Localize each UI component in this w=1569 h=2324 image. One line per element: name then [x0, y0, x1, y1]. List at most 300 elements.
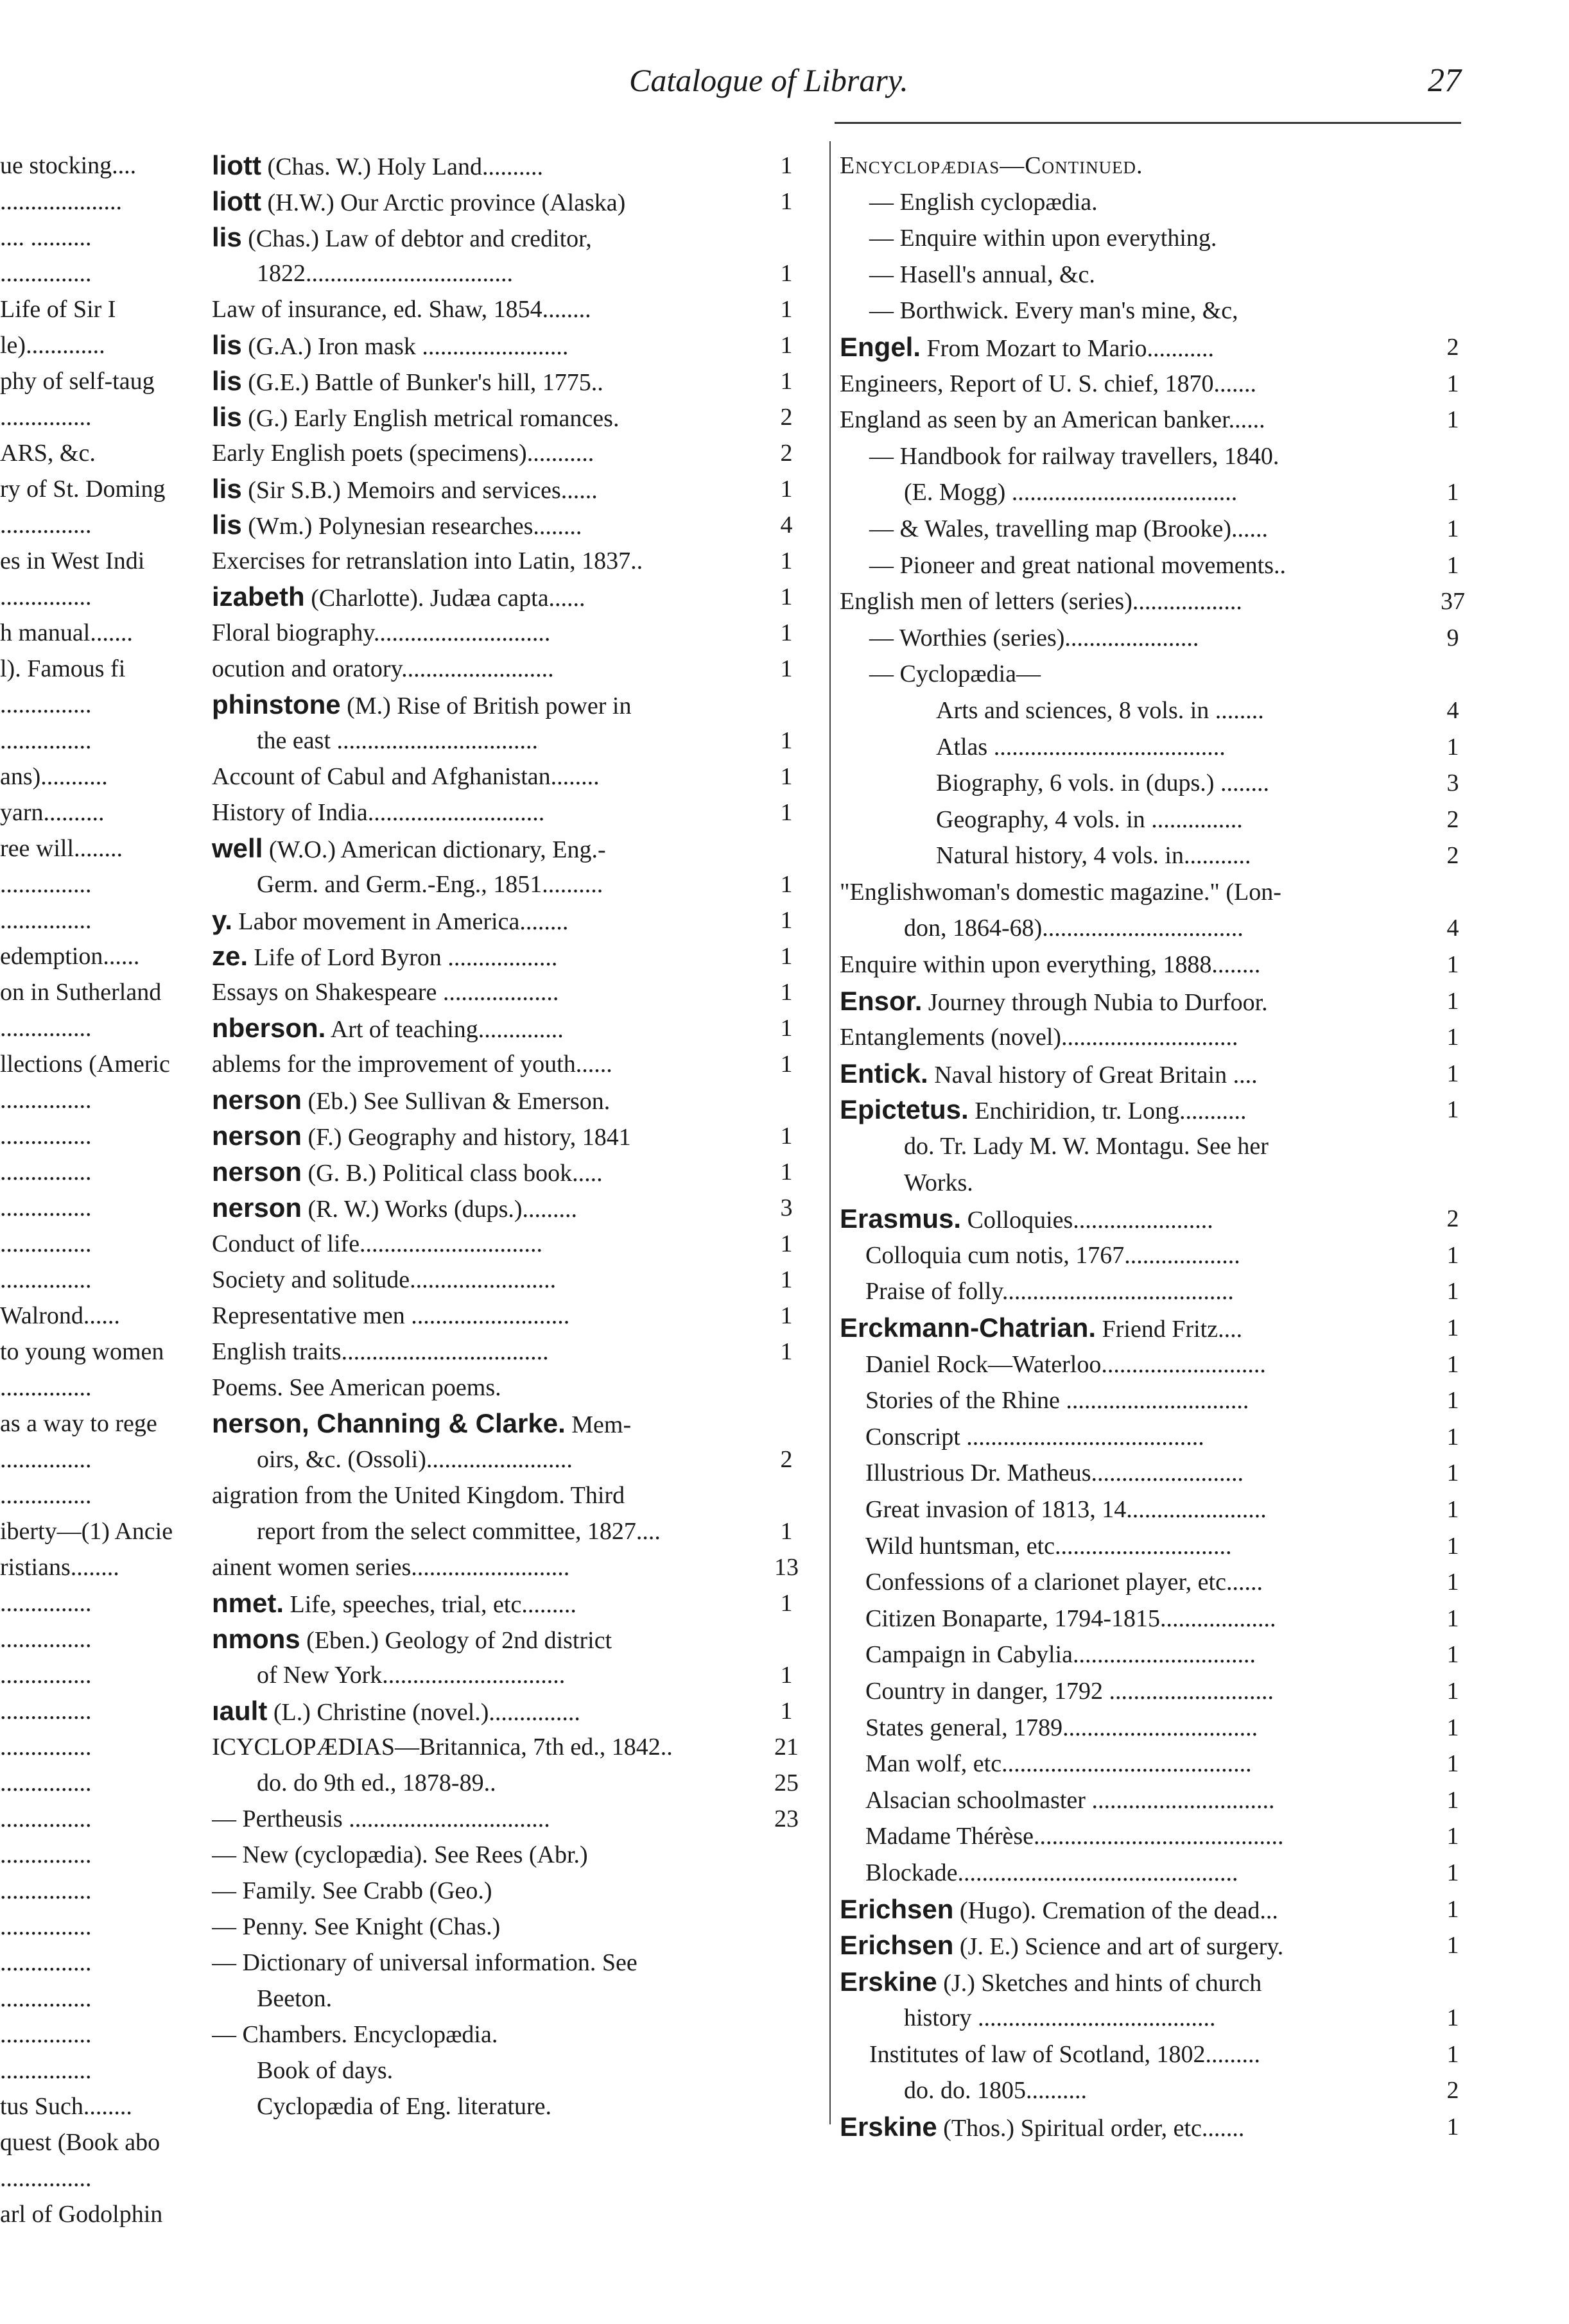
entry-text: — Handbook for railway travellers, 1840. [869, 442, 1279, 470]
cropped-entry-fragment: es in West Indi [0, 547, 145, 574]
entry-volume-count: 37 [1441, 588, 1465, 615]
entry-text: 1822.................................. [257, 260, 513, 287]
catalogue-entry [840, 765, 1469, 802]
entry-volume-count: 2 [1446, 1205, 1459, 1233]
cropped-entry-fragment: ............... [0, 1266, 92, 1293]
catalogue-entry [840, 910, 1469, 947]
entry-text: — Cyclopædia— [869, 660, 1041, 688]
entry-volume-count: 1 [1446, 2004, 1459, 2032]
entry-volume-count: 1 [780, 943, 793, 970]
cropped-entry-fragment: le)............. [0, 332, 105, 359]
entry-heading: ıault [212, 1696, 268, 1726]
entry-volume-count: 1 [1446, 1350, 1459, 1378]
entry-text: Colloquia cum notis, 1767................... [865, 1241, 1240, 1269]
entry-volume-count: 1 [780, 619, 793, 646]
entry-volume-count: 1 [1446, 733, 1459, 761]
entry-text: (R. W.) Works (dups.)......... [308, 1196, 578, 1223]
entry-volume-count: 1 [1446, 951, 1459, 979]
catalogue-entry [840, 1637, 1469, 1673]
entry-heading: Erasmus. [840, 1203, 962, 1234]
entry-heading: Erichsen [840, 1893, 954, 1924]
cropped-entry-fragment: to young women [0, 1338, 164, 1365]
entry-heading: Engel. [840, 331, 921, 362]
entry-text: Campaign in Cabylia.............................. [865, 1641, 1256, 1669]
entry-text: History of India............................. [212, 799, 545, 826]
cropped-entry-fragment: ............... [0, 1985, 92, 2012]
entry-heading: lis [212, 402, 242, 432]
entry-volume-count: 1 [1446, 1569, 1459, 1596]
catalogue-entry [840, 547, 1469, 584]
entry-text: Conscript ....................................... [865, 1423, 1204, 1450]
entry-text: — Hasell's annual, &c. [869, 261, 1095, 288]
entry-text: history ....................................... [904, 2004, 1216, 2032]
middle-column [212, 148, 802, 2124]
entry-heading: Erskine [840, 2112, 937, 2142]
entry-text: Beeton. [257, 1985, 333, 2012]
entry-text: Life of Lord Byron .................. [254, 944, 558, 971]
entry-text: oirs, &c. (Ossoli)........................ [257, 1446, 573, 1473]
catalogue-entry [212, 1693, 802, 1729]
catalogue-entry [212, 1262, 802, 1298]
entry-text: (Thos.) Spiritual order, etc....... [943, 2115, 1245, 2142]
catalogue-entry [212, 1621, 802, 1657]
cropped-entry-fragment: edemption...... [0, 943, 140, 970]
catalogue-entry [840, 1201, 1469, 1237]
cropped-entry-fragment: ............... [0, 1194, 92, 1221]
entry-volume-count: 1 [1446, 1423, 1459, 1450]
entry-text: ICYCLOPÆDIAS—Britannica, 7th ed., 1842.. [212, 1734, 673, 1760]
catalogue-entry [212, 1046, 802, 1082]
catalogue-entry [840, 366, 1469, 402]
cropped-entry-fragment: ............... [0, 1590, 92, 1617]
catalogue-entry [212, 579, 802, 615]
entry-heading: nmons [212, 1624, 300, 1654]
cropped-entry-fragment: ............... [0, 2021, 92, 2048]
catalogue-entry [212, 1298, 802, 1334]
entry-text: Confessions of a clarionet player, etc...... [865, 1569, 1263, 1596]
entry-volume-count: 4 [780, 512, 793, 538]
entry-volume-count: 1 [1446, 1060, 1459, 1087]
catalogue-entry [840, 1165, 1469, 1201]
entry-text: Atlas ...................................... [936, 733, 1226, 761]
catalogue-entry [840, 2000, 1469, 2036]
entry-volume-count: 1 [1446, 1677, 1459, 1705]
entry-text: Law of insurance, ed. Shaw, 1854........ [212, 296, 591, 323]
entry-text: Labor movement in America........ [238, 908, 569, 935]
catalogue-entry [212, 543, 802, 579]
entry-text: do. do. 1805.......... [904, 2077, 1087, 2105]
entry-volume-count: 1 [1446, 1605, 1459, 1632]
catalogue-entry [212, 1549, 802, 1585]
entry-text: Engineers, Report of U. S. chief, 1870....... [840, 370, 1257, 397]
catalogue-entry [212, 1334, 802, 1370]
catalogue-entry [212, 2053, 802, 2088]
cropped-entry-fragment: ............... [0, 1482, 92, 1509]
catalogue-entry [840, 184, 1469, 221]
entry-volume-count: 1 [780, 1158, 793, 1185]
entry-volume-count: 1 [780, 1123, 793, 1149]
entry-text: (Wm.) Polynesian researches........ [248, 513, 582, 540]
catalogue-entry [840, 1964, 1469, 2001]
catalogue-entry [840, 1273, 1469, 1310]
catalogue-entry [212, 1477, 802, 1513]
entry-text: (F.) Geography and history, 1841 [308, 1124, 631, 1151]
entry-text: Praise of folly...................................... [865, 1278, 1234, 1305]
cropped-entry-fragment: ............... [0, 1230, 92, 1257]
entry-text: Early English poets (specimens)........... [212, 440, 594, 467]
entry-volume-count: 1 [1446, 515, 1459, 542]
entry-text: From Mozart to Mario........... [926, 334, 1215, 362]
catalogue-entry [840, 329, 1469, 366]
entry-volume-count: 1 [780, 368, 793, 395]
entry-text: (Charlotte). Judæa capta...... [311, 585, 585, 612]
catalogue-entry [212, 1981, 802, 2017]
entry-text: Biography, 6 vols. in (dups.) ........ [936, 770, 1269, 797]
entry-volume-count: 2 [780, 1446, 793, 1473]
entry-volume-count: 1 [780, 583, 793, 610]
entry-text: Arts and sciences, 8 vols. in ........ [936, 696, 1264, 724]
entry-text: — Borthwick. Every man's mine, &c, [869, 297, 1238, 325]
entry-volume-count: 1 [780, 476, 793, 503]
entry-volume-count: 1 [1446, 1495, 1459, 1523]
cropped-entry-fragment: arl of Godolphin [0, 2201, 163, 2228]
entry-text: Conduct of life.............................. [212, 1230, 543, 1257]
entry-text: Works. [904, 1169, 973, 1196]
catalogue-entry [840, 1310, 1469, 1347]
entry-heading: nerson, Channing & Clarke. [212, 1408, 566, 1438]
entry-heading: Erckmann-Chatrian. [840, 1313, 1097, 1343]
catalogue-entry [212, 327, 802, 363]
catalogue-entry [212, 974, 802, 1010]
entry-text: — Chambers. Encyclopædia. [212, 2021, 498, 2048]
header-rule [835, 122, 1461, 124]
entry-volume-count: 1 [1446, 987, 1459, 1015]
catalogue-entry [212, 184, 802, 219]
entry-text: Representative men .......................... [212, 1302, 570, 1329]
entry-text: Citizen Bonaparte, 1794-1815................... [865, 1605, 1276, 1632]
entry-heading: Erichsen [840, 1930, 954, 1961]
entry-heading: lis [212, 474, 242, 504]
entry-volume-count: 1 [1446, 1096, 1459, 1124]
catalogue-entry [212, 399, 802, 435]
catalogue-entry [212, 759, 802, 795]
entry-heading: Entick. [840, 1058, 928, 1089]
cropped-entry-fragment: ............... [0, 1698, 92, 1725]
entry-text: Cyclopædia of Eng. literature. [257, 2093, 552, 2120]
entry-heading: lis [212, 330, 242, 360]
catalogue-entry [212, 435, 802, 471]
entry-text: aigration from the United Kingdom. Third [212, 1482, 625, 1509]
catalogue-entry [840, 1855, 1469, 1891]
catalogue-entry [840, 620, 1469, 657]
entry-volume-count: 4 [1446, 915, 1459, 942]
cropped-entry-fragment: quest (Book abo [0, 2129, 160, 2156]
cropped-entry-fragment: ............... [0, 1913, 92, 1940]
entry-text: Naval history of Great Britain .... [934, 1061, 1258, 1089]
entry-heading: y. [212, 905, 232, 935]
catalogue-entry [212, 1909, 802, 1945]
entry-heading: lis [212, 510, 242, 540]
entry-volume-count: 1 [1446, 1278, 1459, 1305]
entry-heading: liott [212, 150, 261, 180]
cropped-entry-fragment: on in Sutherland [0, 979, 162, 1006]
left-cropped-column [0, 148, 212, 2232]
entry-volume-count: 1 [780, 727, 793, 754]
entry-heading: lis [212, 222, 242, 252]
entry-heading: Erskine [840, 1966, 937, 1997]
cropped-entry-fragment: as a way to rege [0, 1410, 157, 1437]
entry-volume-count: 2 [780, 440, 793, 467]
entry-volume-count: 1 [1446, 1859, 1459, 1886]
entry-text: Great invasion of 1813, 14....................... [865, 1495, 1267, 1523]
entry-text: "Englishwoman's domestic magazine." (Lon- [840, 878, 1281, 906]
entry-heading: nmet. [212, 1588, 284, 1618]
catalogue-entry [212, 1370, 802, 1406]
entry-text: — Penny. See Knight (Chas.) [212, 1913, 501, 1940]
catalogue-entry [212, 1657, 802, 1693]
cropped-entry-fragment: ............... [0, 512, 92, 538]
cropped-entry-fragment: ree will........ [0, 835, 123, 862]
cropped-entry-fragment: ............... [0, 1446, 92, 1473]
entry-volume-count: 1 [1446, 479, 1459, 506]
catalogue-entry [212, 1513, 802, 1549]
catalogue-entry [212, 866, 802, 902]
catalogue-entry [212, 1118, 802, 1154]
cropped-entry-fragment: ............... [0, 1841, 92, 1868]
cropped-entry-fragment: .... .......... [0, 224, 92, 251]
cropped-entry-fragment: ry of St. Doming [0, 476, 166, 503]
entry-text: English traits.................................. [212, 1338, 549, 1365]
entry-volume-count: 1 [1446, 1387, 1459, 1415]
catalogue-entry [212, 2088, 802, 2124]
entry-volume-count: 3 [780, 1194, 793, 1221]
catalogue-entry [840, 293, 1469, 329]
cropped-entry-fragment: ............... [0, 1087, 92, 1114]
entry-text: (Chas. W.) Holy Land.......... [267, 153, 544, 180]
cropped-entry-fragment: ............... [0, 1662, 92, 1689]
catalogue-entry [840, 402, 1469, 438]
entry-text: Essays on Shakespeare ................... [212, 979, 559, 1006]
entry-text: England as seen by an American banker...... [840, 406, 1265, 434]
entry-heading: nerson [212, 1121, 302, 1151]
entry-volume-count: 1 [1446, 1024, 1459, 1051]
entry-heading: nerson [212, 1192, 302, 1223]
entry-text: — Enquire within upon everything. [869, 225, 1217, 252]
catalogue-entry [212, 471, 802, 507]
entry-volume-count: 1 [1446, 551, 1459, 579]
entry-volume-count: 1 [1446, 1750, 1459, 1778]
entry-text: — Dictionary of universal information. See [212, 1949, 637, 1976]
entry-text: Account of Cabul and Afghanistan........ [212, 763, 600, 790]
entry-volume-count: 1 [1446, 1241, 1459, 1269]
entry-heading: nerson [212, 1157, 302, 1187]
entry-volume-count: 1 [1446, 370, 1459, 397]
cropped-entry-fragment: ARS, &c. [0, 440, 96, 467]
entry-volume-count: 1 [780, 1518, 793, 1545]
cropped-entry-fragment: ............... [0, 1949, 92, 1976]
entry-text: Poems. See American poems. [212, 1374, 501, 1401]
catalogue-entry [840, 1710, 1469, 1746]
catalogue-entry [212, 1801, 802, 1837]
entry-volume-count: 1 [780, 979, 793, 1006]
entry-volume-count: 25 [774, 1769, 799, 1796]
entry-text: — New (cyclopædia). See Rees (Abr.) [212, 1841, 588, 1868]
catalogue-entry [840, 148, 1469, 184]
entry-text: (M.) Rise of British power in [347, 693, 632, 719]
entry-text: Life, speeches, trial, etc......... [290, 1591, 576, 1618]
entry-text: (Chas.) Law of debtor and creditor, [248, 225, 592, 252]
catalogue-entry [212, 255, 802, 291]
catalogue-entry [840, 2109, 1469, 2146]
entry-volume-count: 2 [1446, 2077, 1459, 2105]
catalogue-entry [840, 1746, 1469, 1782]
catalogue-entry [840, 983, 1469, 1020]
catalogue-entry [840, 1601, 1469, 1637]
entry-text: — & Wales, travelling map (Brooke)...... [869, 515, 1268, 542]
cropped-entry-fragment: ............... [0, 2057, 92, 2084]
entry-text: Daniel Rock—Waterloo........................... [865, 1350, 1266, 1378]
cropped-entry-fragment: ............... [0, 871, 92, 898]
entry-text: (E. Mogg) ..................................... [904, 479, 1238, 506]
cropped-entry-fragment: ............... [0, 1374, 92, 1401]
catalogue-entry [840, 656, 1469, 693]
cropped-entry-fragment: ans)........... [0, 763, 108, 790]
cropped-entry-fragment: ............... [0, 260, 92, 287]
entry-text: Entanglements (novel)............................. [840, 1024, 1238, 1051]
catalogue-entry [212, 651, 802, 687]
catalogue-entry [840, 1128, 1469, 1165]
catalogue-entry [212, 148, 802, 184]
column-divider [829, 141, 831, 2124]
cropped-entry-fragment: ............... [0, 404, 92, 431]
cropped-entry-fragment: ............... [0, 583, 92, 610]
catalogue-entry [840, 1347, 1469, 1383]
catalogue-entry [212, 1226, 802, 1262]
catalogue-entry [212, 902, 802, 938]
entry-text: Geography, 4 vols. in ............... [936, 805, 1243, 833]
cropped-entry-fragment: l). Famous fi [0, 655, 126, 682]
entry-text: (G.E.) Battle of Bunker's hill, 1775.. [248, 369, 603, 396]
entry-volume-count: 1 [780, 1230, 793, 1257]
entry-text: — Family. See Crabb (Geo.) [212, 1877, 492, 1904]
entry-text: Illustrious Dr. Matheus......................... [865, 1459, 1244, 1487]
entry-volume-count: 2 [780, 404, 793, 431]
entry-text: Mem- [571, 1411, 632, 1438]
entry-volume-count: 4 [1446, 696, 1459, 724]
catalogue-entry [212, 219, 802, 255]
catalogue-entry [212, 831, 802, 866]
entry-volume-count: 1 [780, 799, 793, 826]
cropped-entry-fragment: ............... [0, 2165, 92, 2192]
catalogue-entry [212, 687, 802, 723]
cropped-entry-fragment: Life of Sir I [0, 296, 116, 323]
catalogue-entry [212, 1837, 802, 1873]
catalogue-entry [212, 1729, 802, 1765]
entry-text: Journey through Nubia to Durfoor. [928, 988, 1268, 1016]
entry-text: Country in danger, 1792 ........................... [865, 1677, 1274, 1705]
entry-text: Society and solitude........................ [212, 1266, 557, 1293]
catalogue-entry [212, 507, 802, 543]
catalogue-entry [840, 1019, 1469, 1056]
entry-volume-count: 1 [780, 1698, 793, 1725]
entry-text: Colloquies....................... [967, 1207, 1213, 1234]
entry-text: ocution and oratory......................... [212, 655, 554, 682]
entry-volume-count: 1 [780, 152, 793, 179]
entry-text: (W.O.) American dictionary, Eng.- [268, 836, 606, 863]
entry-text: don, 1864-68)................................. [904, 915, 1244, 942]
catalogue-entry [840, 729, 1469, 766]
entry-text: Germ. and Germ.-Eng., 1851.......... [257, 871, 603, 898]
entry-text: Book of days. [257, 2057, 394, 2084]
entry-volume-count: 21 [774, 1734, 799, 1760]
cropped-entry-fragment: ............... [0, 1734, 92, 1760]
entry-volume-count: 1 [780, 188, 793, 215]
cropped-entry-fragment: yarn.......... [0, 799, 105, 826]
catalogue-entry [840, 1891, 1469, 1928]
entry-heading: Ensor. [840, 985, 923, 1016]
entry-volume-count: 1 [780, 296, 793, 323]
cropped-entry-fragment: Walrond...... [0, 1302, 120, 1329]
entry-text: Encyclopædias—Continued. [840, 152, 1143, 179]
catalogue-entry [840, 838, 1469, 874]
catalogue-entry [840, 1673, 1469, 1710]
entry-text: — Pertheusis ................................. [212, 1805, 550, 1832]
entry-text: report from the select committee, 1827.... [257, 1518, 661, 1545]
catalogue-entry [840, 2072, 1469, 2109]
entry-volume-count: 1 [1446, 1641, 1459, 1669]
entry-volume-count: 1 [780, 1051, 793, 1078]
entry-heading: nberson. [212, 1013, 326, 1043]
entry-volume-count: 1 [780, 907, 793, 934]
catalogue-entry [840, 802, 1469, 838]
entry-volume-count: 2 [1446, 842, 1459, 870]
cropped-entry-fragment: h manual....... [0, 619, 133, 646]
entry-text: (Hugo). Cremation of the dead... [959, 1897, 1278, 1924]
entry-volume-count: 1 [1446, 1895, 1459, 1923]
entry-text: Friend Fritz.... [1102, 1316, 1243, 1343]
entry-heading: Epictetus. [840, 1094, 969, 1125]
catalogue-entry [212, 1406, 802, 1442]
entry-heading: lis [212, 366, 242, 396]
entry-text: Alsacian schoolmaster .............................. [865, 1786, 1275, 1814]
cropped-entry-fragment: ue stocking.... [0, 152, 137, 179]
entry-volume-count: 1 [780, 1590, 793, 1617]
catalogue-entry [212, 1945, 802, 1981]
catalogue-entry [212, 723, 802, 759]
cropped-entry-fragment: ............... [0, 1877, 92, 1904]
entry-volume-count: 1 [1446, 2113, 1459, 2141]
cropped-entry-fragment: .................... [0, 188, 122, 215]
entry-text: Wild huntsman, etc............................. [865, 1532, 1232, 1560]
entry-text: (Eb.) See Sullivan & Emerson. [308, 1088, 611, 1115]
catalogue-entry [840, 1818, 1469, 1855]
entry-text: — Pioneer and great national movements.. [869, 551, 1286, 579]
catalogue-entry [840, 220, 1469, 257]
entry-text: Man wolf, etc......................................... [865, 1750, 1252, 1778]
entry-volume-count: 1 [1446, 1714, 1459, 1741]
entry-volume-count: 13 [774, 1554, 799, 1581]
entry-volume-count: 1 [1446, 406, 1459, 434]
entry-volume-count: 1 [780, 1266, 793, 1293]
page-header-title: Catalogue of Library. [629, 62, 908, 98]
catalogue-entry [212, 2017, 802, 2053]
entry-volume-count: 2 [1446, 333, 1459, 361]
entry-heading: liott [212, 186, 261, 216]
entry-volume-count: 2 [1446, 805, 1459, 833]
catalogue-entry [212, 615, 802, 651]
entry-text: (H.W.) Our Arctic province (Alaska) [267, 189, 626, 216]
catalogue-entry [840, 257, 1469, 293]
